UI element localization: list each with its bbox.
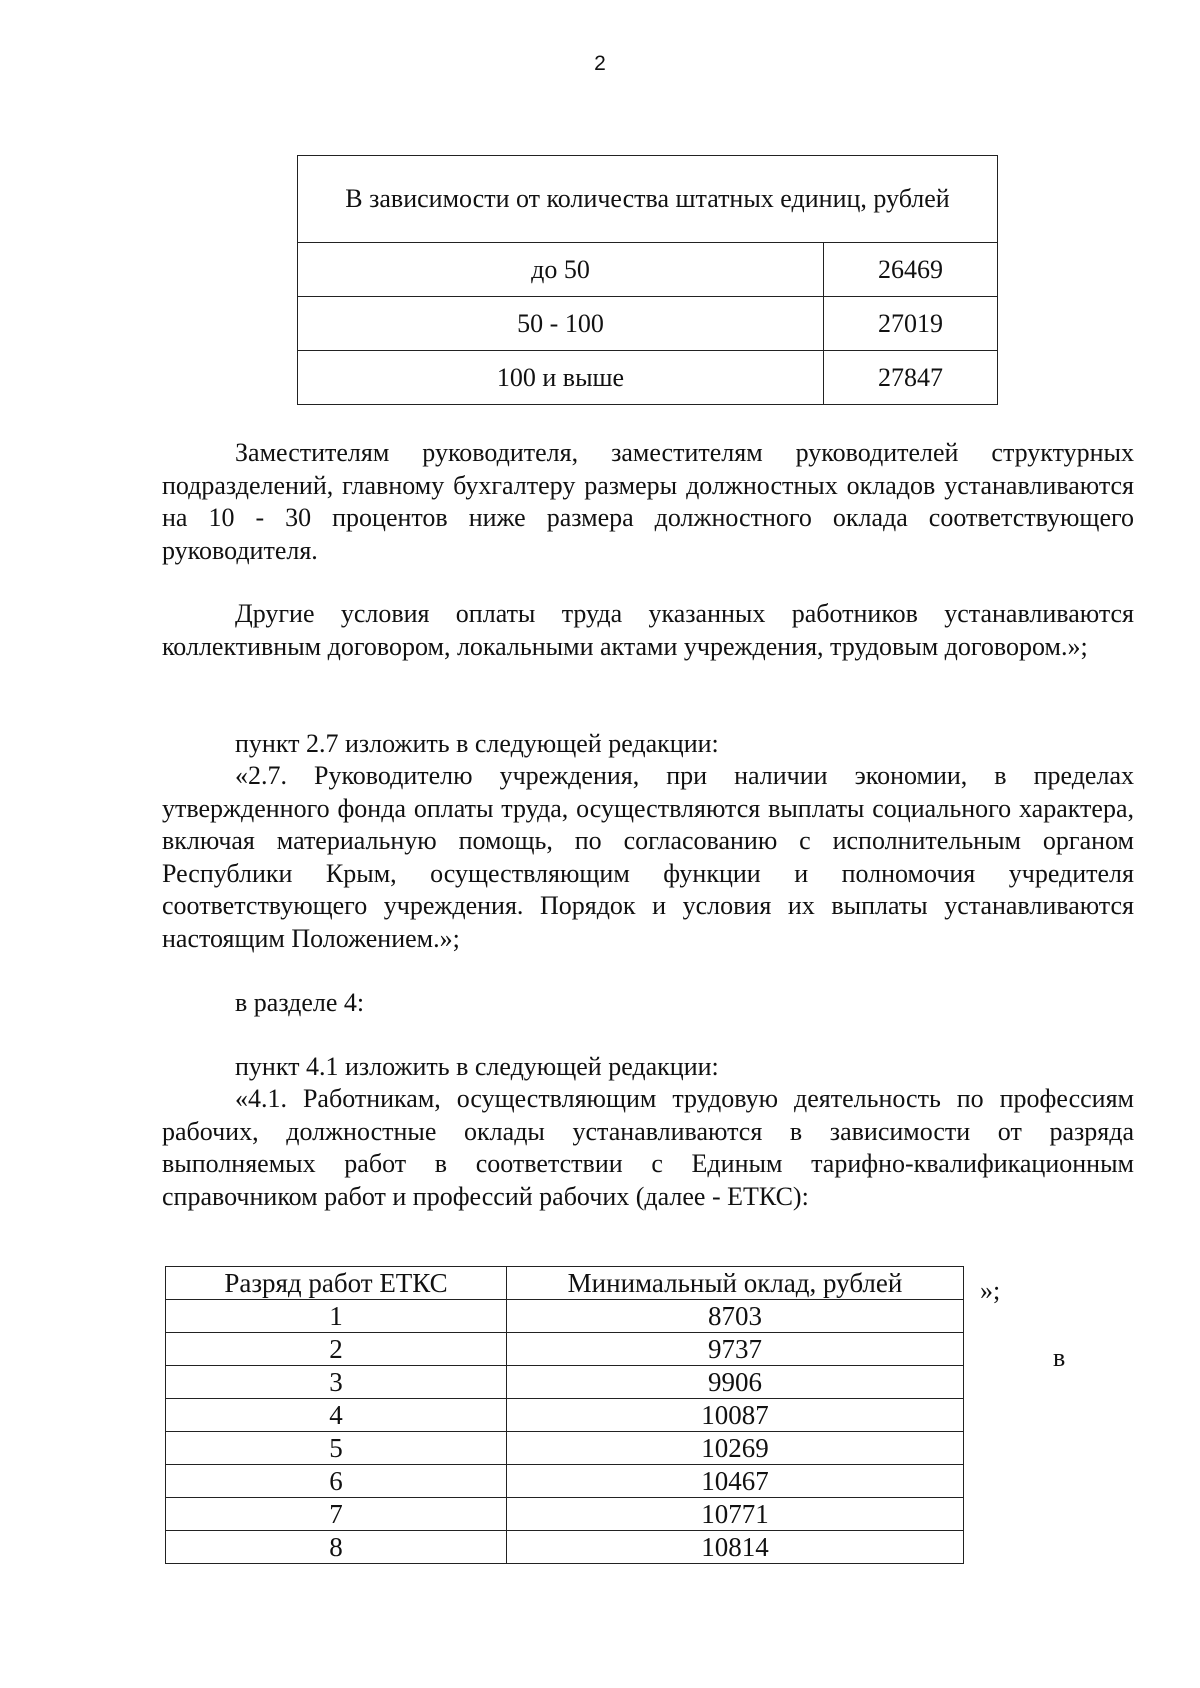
salary-cell: 10087 (507, 1399, 964, 1432)
etks-col-salary-header: Минимальный оклад, рублей (507, 1267, 964, 1300)
page-number: 2 (594, 52, 606, 75)
trailing-word: в (1053, 1343, 1066, 1372)
grade-cell: 2 (166, 1333, 507, 1366)
table-row (166, 1333, 964, 1366)
closing-quote: »; (980, 1276, 1001, 1305)
amount-cell: 26469 (824, 243, 998, 297)
table-row (298, 351, 998, 405)
paragraph-p27-text: «2.7. Руководителю учреждения, при наличии экономии, в пределах утвержденного фонда оплаты труда, осуществляются выплаты социального характера, включая материальную помощь, по согласованию с исполнительным органом Республики Крым, осуществляющим функции и полномочия учредителя соответствующего учреждения. Порядок и условия их выплаты устанавливаются настоящим Положением.»; (162, 761, 1134, 953)
table-row (166, 1399, 964, 1432)
table-row (166, 1366, 964, 1399)
table-row (298, 243, 998, 297)
etks-header-row (166, 1267, 964, 1300)
salary-table (297, 155, 998, 405)
salary-cell: 9737 (507, 1333, 964, 1366)
grade-cell: 4 (166, 1399, 507, 1432)
paragraph-other-conditions: Другие условия оплаты труда указанных работников устанавливаются коллективным договором, локальными актами учреждения, трудовым договором.»; (162, 599, 1134, 661)
range-cell: 100 и выше (298, 351, 824, 405)
salary-cell: 10771 (507, 1498, 964, 1531)
grade-cell: 5 (166, 1432, 507, 1465)
grade-cell: 1 (166, 1300, 507, 1333)
table-row (166, 1498, 964, 1531)
paragraph-p41-intro: пункт 4.1 изложить в следующей редакции: (235, 1052, 719, 1081)
range-cell: 50 - 100 (298, 297, 824, 351)
etks-col-grade-header: Разряд работ ЕТКС (166, 1267, 507, 1300)
salary-cell: 10467 (507, 1465, 964, 1498)
grade-cell: 7 (166, 1498, 507, 1531)
grade-cell: 3 (166, 1366, 507, 1399)
amount-cell: 27847 (824, 351, 998, 405)
table-row (298, 297, 998, 351)
table-row (166, 1300, 964, 1333)
salary-cell: 8703 (507, 1300, 964, 1333)
salary-cell: 10814 (507, 1531, 964, 1564)
range-cell: до 50 (298, 243, 824, 297)
paragraph-deputies: Заместителям руководителя, заместителям руководителей структурных подразделений, главному бухгалтеру размеры должностных окладов устанавливаются на 10 - 30 процентов ниже размера должностного оклада соответствующего руководителя. (162, 438, 1134, 565)
salary-cell: 10269 (507, 1432, 964, 1465)
salary-cell: 9906 (507, 1366, 964, 1399)
paragraph-p27-intro: пункт 2.7 изложить в следующей редакции: (235, 729, 719, 758)
amount-cell: 27019 (824, 297, 998, 351)
grade-cell: 6 (166, 1465, 507, 1498)
etks-table (165, 1266, 964, 1564)
table-row (166, 1531, 964, 1564)
salary-table-header: В зависимости от количества штатных единиц, рублей (298, 156, 998, 243)
grade-cell: 8 (166, 1531, 507, 1564)
paragraph-section4: в разделе 4: (235, 988, 365, 1017)
paragraph-p41-text: «4.1. Работникам, осуществляющим трудовую деятельность по профессиям рабочих, должностные оклады устанавливаются в зависимости от разряда выполняемых работ в соответствии с Единым тарифно-квалификационным справочником работ и профессий рабочих (далее - ЕТКС): (162, 1084, 1134, 1211)
table-row (166, 1432, 964, 1465)
table-row (166, 1465, 964, 1498)
